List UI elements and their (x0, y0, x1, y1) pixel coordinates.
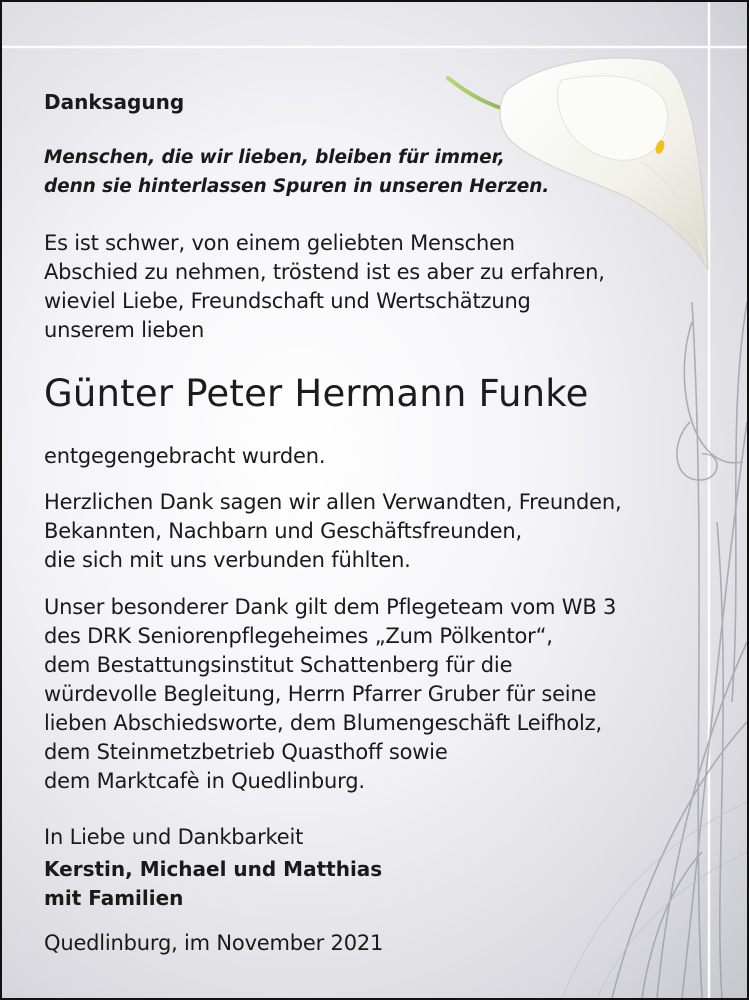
place-date: Quedlinburg, im November 2021 (44, 931, 384, 955)
thanks-special-line-3: dem Bestattungsinstitut Schattenberg für die (44, 653, 513, 677)
signatories-line-2: mit Familien (44, 886, 184, 910)
thanks-special-line-5: lieben Abschiedsworte, dem Blumengeschäft Leifholz, (44, 711, 602, 735)
notice-heading: Danksagung (44, 90, 185, 114)
thanks-special-line-1: Unser besonderer Dank gilt dem Pflegeteam vom WB 3 (44, 595, 617, 619)
thanks-general-line-2: Bekannten, Nachbarn und Geschäftsfreunden, (44, 519, 522, 543)
intro-line-2: Abschied zu nehmen, tröstend ist es aber zu erfahren, (44, 260, 605, 284)
intro-line-4: unserem lieben (44, 318, 205, 342)
thanks-general-line-1: Herzlichen Dank sagen wir allen Verwandten, Freunden, (44, 490, 622, 514)
intro-line-1: Es ist schwer, von einem geliebten Menschen (44, 231, 515, 255)
thanks-special-line-4: würdevolle Begleitung, Herrn Pfarrer Gruber für seine (44, 682, 597, 706)
quote-line-2: denn sie hinterlassen Spuren in unseren Herzen. (44, 176, 550, 197)
thanks-special-line-6: dem Steinmetzbetrieb Quasthoff sowie (44, 740, 448, 764)
thanks-special-line-2: des DRK Seniorenpflegeheimes „Zum Pölkentor“, (44, 624, 553, 648)
thanks-special-line-7: dem Marktcafè in Quedlinburg. (44, 769, 365, 793)
quote-line-1: Menschen, die wir lieben, bleiben für immer, (44, 147, 505, 168)
deceased-name: Günter Peter Hermann Funke (44, 372, 589, 415)
intro-line-3: wieviel Liebe, Freundschaft und Wertschätzung (44, 289, 531, 313)
thanks-general-line-3: die sich mit uns verbunden fühlten. (44, 548, 411, 572)
after-name-line: entgegengebracht wurden. (44, 444, 326, 468)
signatories-line-1: Kerstin, Michael und Matthias (44, 857, 383, 881)
closing-line: In Liebe und Dankbarkeit (44, 825, 304, 849)
